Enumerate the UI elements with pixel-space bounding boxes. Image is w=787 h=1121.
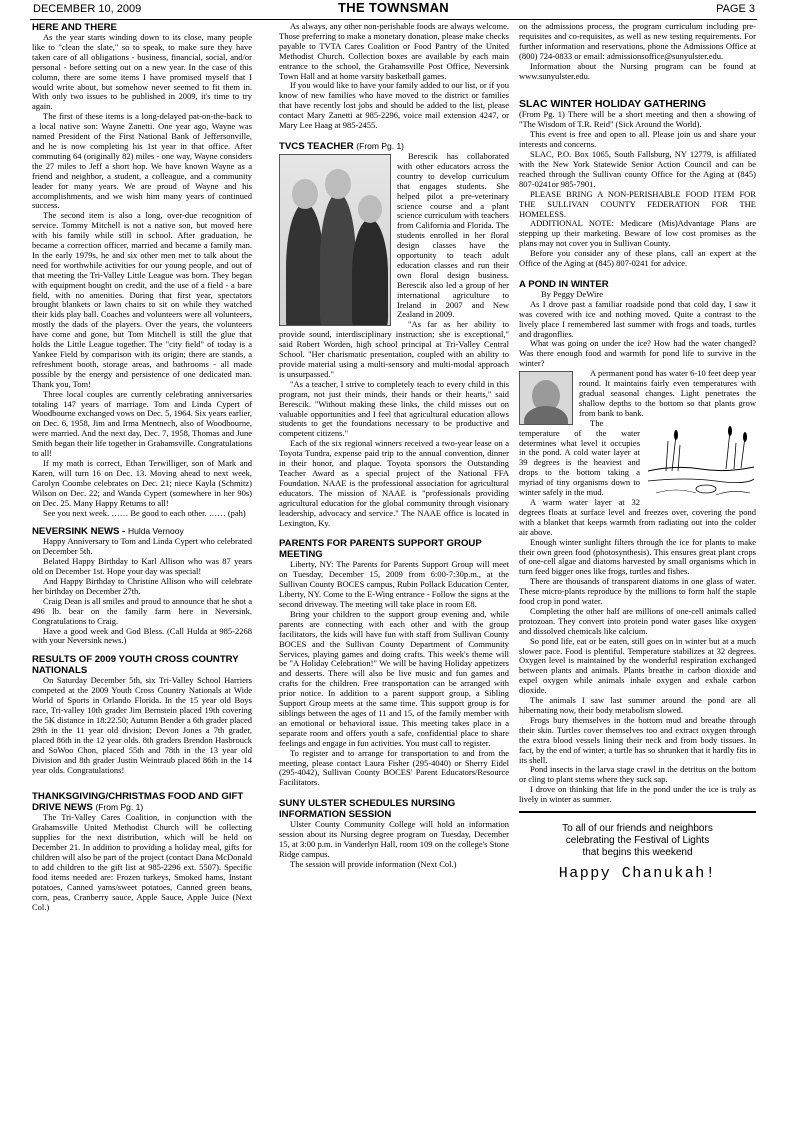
article-paragraph: As always, any other non-perishable foods are always welcome. Those preferring to make a monetary donation, please make checks payable to TVTA Cares Coalition or Food Pantry of the United Methodist Church. Collection boxes are available by each main entrance to the school, the Grahamsville Post Office, Neversink Town Hall and at home varsity basketball games. [279,22,509,81]
article-paragraph: Information about the Nursing program can be found at www.sunyulster.edu. [519,60,756,81]
thanksgiving-heading: THANKSGIVING/CHRISTMAS FOOD AND GIFT DRIVE NEWS [32,791,244,814]
pond-sketch-illustration [646,421,756,501]
article-paragraph: This event is free and open to all. Please join us and share your interests and concerns. [519,129,756,150]
article-paragraph: To register and to arrange for transportation to and from the meeting, please contact Laura Fisher (295-4040) or Sherry Eidel (295-4042), Sullivan County BOCES' Parent Educators/Resource Facilitators. [279,747,509,788]
article-paragraph: Each of the six regional winners received a two-year lease on a Toyota Tundra, expense paid trip to the annual convention, dinner in their honor, and plaque. Toyota sponsors the Outstanding Teacher Award as a special project of the National FFA Foundation. NAAE is the professional association for agricultural educators. The mission of NAAE is "professionals providing agricultural education for the global community through visionary leadership, advocacy and service." The NAAE office is located in Lexington, Ky. [279,438,509,528]
article-paragraph: As the year starts winding down to its close, many people like to "clean the slate," so to speak, to make sure they have taken care of all obligations - business, financial, social, and/or personal - before setting out on a new year. In the case of this column, there are some items I have promised myself that I would write about, but somehow never seemed to fit them in. With only two issues to be published in 2009, it's time to try again. [32,32,252,112]
article-paragraph: On Saturday December 5th, six Tri-Valley School Harriers competed at the 2009 Youth Cross Country Nationals at Wide World of Sports in Orlando Florida. In the 15 year old Boys race, Tri-valley 10th grader Jim Bernstein placed 19th covering the 5K distance in 18:22.50; Autumn Bender a 6th grader placed 29th in the 11 year old division; Devon Jones a 7th grader, placed 86th in the 12 year olds. 8th graders Brendon Hasbrouck and SoWoo Chon, placed 55th and 78th in the 13 year old Division and 8th grader Justin Weintraub placed 86th in the 14 year olds. Congratulations! [32,675,252,775]
column-2 [279,22,509,1117]
article-paragraph: Craig Dean is all smiles and proud to announce that he shot a 496 lb. bear on the family farm here in Neversink. Congratulations to Craig. [32,595,252,626]
section-divider [519,811,756,813]
article-paragraph: The temperature of the water determines what level it occupies in the pond. A cold water layer at 39 degrees is the heaviest and drops to the bottom taking a myriad of tiny organisms down to winter safely in the mud. [519,417,640,498]
thanksgiving-title [32,791,252,813]
article-paragraph: ADDITIONAL NOTE: Medicare (Mis)Advantage Plans are stepping up their marketing. Beware of low cost promises as the plans may not cover you in Sullivan County. [519,218,756,249]
parents-title: PARENTS FOR PARENTS SUPPORT GROUP MEETING [279,538,482,561]
article-paragraph: "As a teacher, I strive to completely teach to every child in this program, not just their minds, their hands or their hearts," said Berescik. "Without making these links, the child misses out on valuable opportunities and I feel that agricultural education allows students to get the foundations necessary to be productive and competent citizens." [279,378,509,439]
chanukah-headline: Happy Chanukah! [558,865,717,883]
article-paragraph: A permanent pond has water 6-10 feet deep year round. It maintains fairly even temperatures with gradual seasonal changes. Light penetrates the shallow depths to the bottom so that plants grow from bank to bank. [579,368,756,418]
article-paragraph: Liberty, NY: The Parents for Parents Support Group will meet on Tuesday, December 15, 2009 from 6:00-7:30p.m., at the Sullivan County BOCES campus, Rubin Pollack Education Center, Liberty, NY. Come to the E-Wing entrance - Follow the signs at the second driveway. The meeting will take place in room E8. [279,559,509,610]
pond-title: A POND IN WINTER [519,278,609,290]
thanksgiving-from: (From Pg. 1) [95,802,144,813]
page-header [30,0,757,20]
author-photo [519,371,573,425]
article-paragraph: What was going on under the ice? How had the water changed? Was there enough food and warmth for pond life to survive in the winter? [519,338,756,369]
greeting-line: celebrating the Festival of Lights [565,835,710,847]
teacher-photo [279,154,391,326]
article-paragraph: Berescik has collaborated with other educators across the country to develop curriculum that engages students. She helped pilot a pre-veterinary science course and a plant science curriculum with teachers from California and Florida. The students enrolled in her floral design classes have the opportunity to teach adult education classes and run their own floral design business. Berescik also led a group of her international agriculture to Ireland in 2007 and New Zealand in 2009. [397,150,509,320]
article-paragraph: There are thousands of transparent diatoms in one glass of water. These micro-plants reproduce by the millions to form half the staple food crop in pond water. [519,576,756,607]
article-paragraph: So pond life, eat or be eaten, still goes on in winter but at a much slower pace. Food is plentiful. Temperature stabilizes at 32 degrees. Oxygen level is maintained by the wonderful respiration exchanged between plants and animals. Plants breathe in carbon dioxide and expel oxygen while animals inhale oxygen and exhale carbon dioxide. [519,635,756,696]
tvcs-heading: TVCS TEACHER [279,140,354,152]
article-paragraph: I drove on thinking that life in the pond under the ice is truly as lively in winter as summer. [519,784,756,805]
article-paragraph: Bring your children to the support group evening and, while parents are connecting with each other and with the group facilitators, the kids will have fun with staff from Sullivan County BOCES and the Sullivan County Department of Community Services, playing games and doing crafts. This week's theme will be "A Holiday Celebration!" We will be having Holiday appetizers and desserts. There will also be live music and fun games and crafts for the children. Free transportation can be arranged with prior notice. In addition to a parent support group, a Sibling Support Group meets at the same time. This support group is for siblings between the ages of 11 and 15, of the family member with an emotional or behavioral issue. This meeting takes place in a separate room and offers youth a safe, confidential place to share feelings and engage in fun activities. You must call to register. [279,608,509,748]
pond-byline: By Peggy DeWire [541,288,603,299]
article-paragraph: Before you consider any of these plans, call an expert at the Office of the Aging at (845) 807-0241 for advice. [519,248,756,269]
neversink-byline: Hulda Vernooy [127,526,184,537]
article-paragraph: The animals I saw last summer around the pond are all hibernating now, their body metabolism slowed. [519,695,756,715]
article-paragraph: And Happy Birthday to Christine Allison who will celebrate her birthday on December 27th. [32,576,252,596]
article-paragraph: on the admissions process, the program curriculum including pre-requisites and co-requisites, as well as new testing requirements. For further information and reservations, phone the Admissions Office at (800) 724-0833 or email: admissionsoffice@sunyulster.edu. [519,22,756,61]
article-paragraph: Ulster County Community College will hold an information session about its Nursing degree program on Tuesday, December 15, at 3:00 p.m. in Vanderlyn Hall, room 109 on the college's Stone Ridge campus. [279,819,509,859]
article-paragraph: The second item is also a long, over-due recognition of service. Tommy Mitchell is not a native son, but moved here with his family while still in school. After graduation, he became a correction officer, married and became a family man. In the early 1979s, he and six other men met to talk about the need for worthwhile activities for our young people, and out of that meeting the Tri-Valley Little League was born. They began with equipment bought on credit, and the use of a field - a bare field, with no amenities. During that first year, spectators brought blankets or lawn chairs to sit on while they watched their kids play ball. Coaches and volunteers were all volunteers, mostly the dads of the players. Over the years, the volunteers have come and gone, but Tom Mitchell is still the glue that holds the Little League together. The "city field" of today is a Yankee Field by comparison with its origin; there are stands, a refreshment booth, storage areas, and bathrooms - all made possible by the energy and persistence of one dedicated man. Thank you, Tom! [32,210,252,389]
cross-country-title: RESULTS OF 2009 YOUTH CROSS COUNTRY NATIONALS [32,654,239,677]
holiday-greeting [531,823,744,859]
article-paragraph: Completing the other half are millions of one-cell animals called protozoan. They convert into protein pond water gases like oxygen and dissolved chemicals like calcium. [519,605,756,636]
page-number: PAGE 3 [716,3,755,15]
neversink-heading: NEVERSINK NEWS - [32,526,128,538]
article-paragraph: Three local couples are currently celebrating anniversaries totaling 147 years of marriage. Tom and Linda Cypert of Woodbourne exchanged vows on Dec. 5, 1964. Six years earlier, on Dec. 6, 1958, Jim and Irma Mentnech, also of Woodbourne, were married. And the next day, Dec. 7, 1958, Thomas and June Smith began their life together in Grahamsville. Congratulations to all! [32,388,252,459]
article-paragraph: SLAC, P.O. Box 1065, South Fallsburg, NY 12779, is affiliated with the New York Statewide Senior Action Council and can be reached through the Sullivan county Office for the Aging at (845) 807-0241or 985-7901. [519,149,756,189]
article-paragraph: PLEASE BRING A NON-PERISHABLE FOOD ITEM FOR THE SULLIVAN COUNTY FEDERATION FOR THE HOMELESS. [519,188,756,219]
article-paragraph: The session will provide information (Next Col.) [290,858,457,869]
column-3 [519,22,756,1117]
masthead: THE TOWNSMAN [338,0,449,15]
article-paragraph: A warm water layer at 32 degrees floats at surface level and freezes over, covering the pond with a blanket that keeps warmth from radiating out into the colder air above. [519,496,756,537]
article-paragraph: If my math is correct, Ethan Terwilliger, son of Mark and Karen, will turn 16 on Dec. 13. Moving ahead to next week, Carolyn Coombe celebrates on Dec. 21; niece Kayla (Schmitz) Wilson on Dec. 22; and Wanda Cypert (somewhere in her 90s) on Dec. 25. Many Happy Returns to all! [32,457,252,508]
here-there-title: HERE AND THERE [32,22,117,33]
article-paragraph: The Tri-Valley Cares Coalition, in conjunction with the Grahamsville United Methodist Church will be collecting supplies for the next distribution, which will be held on December 21. In addition to providing a holiday meal, gifts for children will also be part of the project (contact Dana McDonald to add children to the gift list at 985-2296 ext. 5507). Specific food items needed are: Frozen turkeys, Smoked hams, Instant potatoes, Canned yams/sweet potatoes, Canned green beans, corn, peas, Cranberry sauce, Apple Sauce, Apple Juice (Next Col.) [32,812,252,912]
article-paragraph: Have a good week and God Bless. (Call Hulda at 985-2268 with your Neversink news.) [32,625,252,646]
article-paragraph: The first of these items is a long-delayed pat-on-the-back to a local native son: Wayne Zanetti. One year ago, Wayne was named President of the First National Bank of Jeffersonville, and he is now completing his 1st year in that office. After commuting 64 (originally 82) miles - one way, Wayne considers the 27 miles to Jeff a short hop. We have known Wayne as a friend and neighbor, a student, a colleague, and a community leader for many years. We are proud of Wayne and his accomplishments, and we wish him many years of continued success. [32,111,252,211]
article-paragraph: "As far as her ability to provide sound, interdisciplinary instruction; she is exceptional," said Robert Worden, high school principal at Tri-Valley Central School. "Her charismatic presentation, coupled with an ability to provide material using a multi-sensory and multi-modal approach is unsurpassed." [279,319,509,379]
article-paragraph: Pond insects in the larva stage crawl in the detritus on the bottom or cling to plant stems where they suck sap. [519,764,756,785]
article-paragraph: As I drove past a familiar roadside pond that cold day, I saw it was covered with ice and nothing moved. Quite a contrast to the lively place I remembered last summer with frogs and toads, turtles and dragonflies. [519,298,756,339]
suny-title: SUNY ULSTER SCHEDULES NURSING INFORMATION SESSION [279,798,456,821]
greeting-line: To all of our friends and neighbors [562,823,713,835]
article-paragraph: Happy Anniversary to Tom and Linda Cypert who celebrated on December 5th. [32,536,252,557]
article-paragraph: If you would like to have your family added to our list, or if you know of new families who have moved to the district or families that have recently lost jobs and should be added to the list, please contact Mary Zanetti at 985-2296, voice mail extension 4247, or Mary Lee Haag at 985-2455. [279,80,509,131]
issue-date: DECEMBER 10, 2009 [33,3,142,15]
article-paragraph: Frogs bury themselves in the bottom mud and breathe through their skin. Turtles cover themselves too and extract oxygen through the extra blood vessels lining their neck and from body tissues. In fact, by the end of winter, a turtle has so shrunken that it hardly fits in its shell. [519,714,756,765]
article-paragraph: Enough winter sunlight filters through the ice for plants to make their own green food (photosynthesis). This ensures great plant crops of one-cell algae and diatoms harvested by small organisms which in turn feed bigger ones like frogs, turtles and fishes. [519,536,756,577]
column-1 [32,22,252,1117]
greeting-line: that begins this weekend [582,847,693,859]
article-paragraph: (From Pg. 1) There will be a short meeting and then a showing of "The Wisdom of T.R. Reid" (Sick Around the World). [519,109,756,130]
slac-title: SLAC WINTER HOLIDAY GATHERING [519,98,707,111]
article-paragraph: See you next week. …… Be good to each other. …… (pah) [43,507,246,518]
article-paragraph: Belated Happy Birthday to Karl Allison who was 87 years old on December 1st. Hope your day was special! [32,556,252,577]
tvcs-from: (From Pg. 1) [356,140,404,151]
